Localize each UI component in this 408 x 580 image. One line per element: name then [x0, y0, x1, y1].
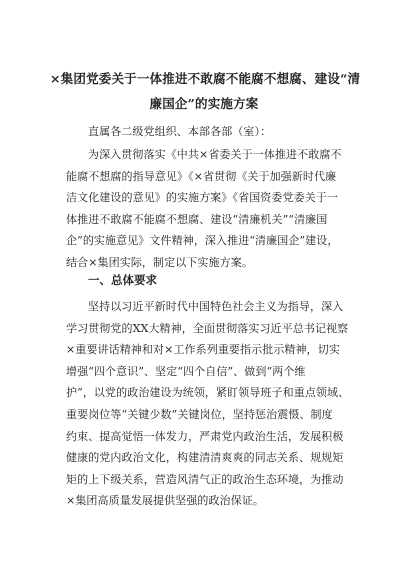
salutation: [66, 121, 346, 143]
title-line: 廉国企”的实施方案: [149, 96, 259, 111]
paragraph-line: 企”的实施意见》文件精神，深入推进“清廉国企”建设，: [66, 234, 339, 248]
title-line: ×集团党委关于一体推进不敢腐不能腐不想腐、建设“清: [50, 71, 361, 86]
paragraph-line: 重要岗位等“关键少数”关键岗位，坚持惩治震慑、制度: [66, 407, 333, 421]
paragraph-line: 能腐不想腐的指导意见》《×省贯彻《关于加强新时代廉: [66, 169, 337, 183]
paragraph-line: 健康的党内政治文化，构建清清爽爽的同志关系、规规矩: [66, 451, 344, 465]
paragraph-line: 护”，以党的政治建设为统领，紧盯领导班子和重点领域、: [66, 386, 350, 400]
paragraph-line: 体推进不敢腐不能腐不想腐、建设“清廉机关”“清廉国: [66, 212, 328, 226]
section-heading: 一、总体要求: [88, 273, 157, 287]
document-title: [50, 66, 361, 116]
paragraph-line: 为深入贯彻落实《中共×省委关于一体推进不敢腐不: [88, 148, 342, 161]
paragraph-line: 坚持以习近平新时代中国特色社会主义为指导，深入: [88, 300, 344, 313]
paragraph-line: 洁文化建设的意见》的实施方案》《省国资委党委关于一: [66, 191, 338, 205]
paragraph-line: ×重要讲话精神和对×工作系列重要指示批示精神，切实: [66, 343, 340, 357]
paragraph-line: 增强“四个意识”、坚定“四个自信”、做到“两个维: [66, 364, 306, 378]
paragraph-line: 学习贯彻党的XX大精神，全面贯彻落实习近平总书记视察: [66, 321, 349, 335]
section1-paragraph: [66, 296, 350, 512]
intro-paragraph: [66, 144, 346, 274]
paragraph-line: ×集团高质量发展提供坚强的政治保证。: [66, 494, 265, 508]
paragraph-line: 矩的上下级关系，营造风清气正的政治生态环境，为推动: [66, 472, 344, 486]
salutation-text: 直属各二级党组织、本部各部（室）：: [88, 125, 272, 138]
paragraph-line: 约束、提高觉悟一体发力，严肃党内政治生活，发展积极: [66, 429, 344, 443]
paragraph-line: 结合×集团实际，制定以下实施方案。: [66, 255, 253, 269]
